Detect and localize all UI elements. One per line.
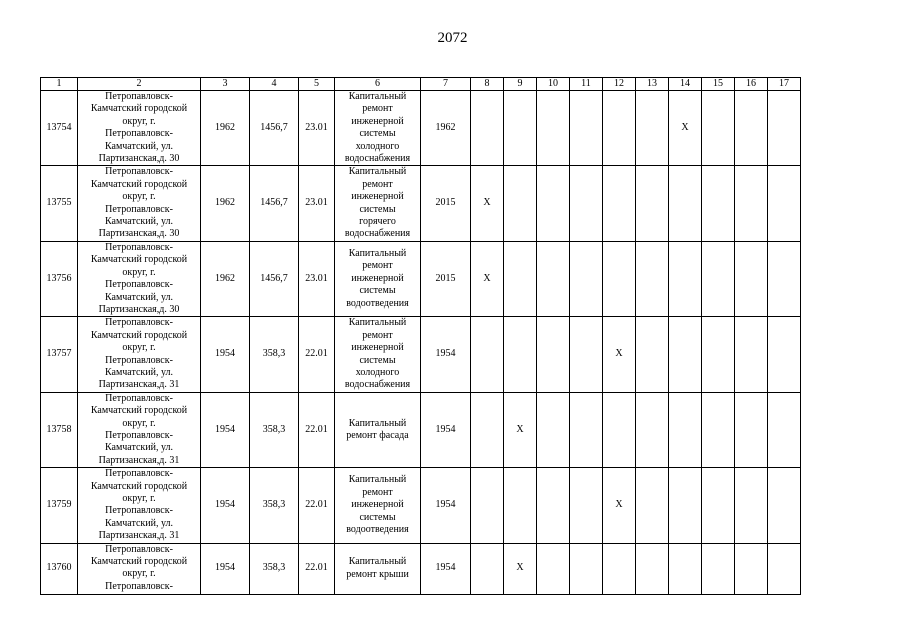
mark-cell: [636, 91, 669, 166]
row-id: 13756: [41, 241, 78, 316]
mark-cell: [669, 317, 702, 392]
mark-cell: [537, 241, 570, 316]
mark-cell: [768, 543, 801, 594]
mark-cell: [504, 91, 537, 166]
column-header: 6: [335, 78, 421, 91]
work-type-cell: Капитальный ремонт инженерной системы горячего водоснабжения: [335, 166, 421, 241]
mark-cell: [504, 468, 537, 543]
table-row: [41, 166, 801, 241]
mark-cell: [471, 468, 504, 543]
mark-cell: [702, 317, 735, 392]
mark-cell: [669, 392, 702, 467]
mark-cell: [537, 543, 570, 594]
code-cell: 22.01: [299, 392, 335, 467]
table-row: [41, 543, 801, 594]
address-cell: Петропавловск- Камчатский городской округ, г. Петропавловск- Камчатский, ул. Партизанская,д. 31: [78, 468, 201, 543]
area-cell: 358,3: [250, 468, 299, 543]
code-cell: 22.01: [299, 468, 335, 543]
work-type-cell: Капитальный ремонт фасада: [335, 392, 421, 467]
mark-cell: [735, 317, 768, 392]
mark-cell: [636, 468, 669, 543]
mark-cell: X: [603, 317, 636, 392]
area-cell: 1456,7: [250, 241, 299, 316]
work-type-cell: Капитальный ремонт инженерной системы холодного водоснабжения: [335, 91, 421, 166]
year-built-cell: 1954: [201, 317, 250, 392]
address-cell: Петропавловск- Камчатский городской округ, г. Петропавловск- Камчатский, ул. Партизанская,д. 31: [78, 392, 201, 467]
mark-cell: [768, 166, 801, 241]
mark-cell: [537, 166, 570, 241]
mark-cell: [504, 241, 537, 316]
mark-cell: X: [471, 166, 504, 241]
code-cell: 22.01: [299, 543, 335, 594]
mark-cell: [471, 543, 504, 594]
area-cell: 358,3: [250, 392, 299, 467]
mark-cell: [768, 468, 801, 543]
mark-cell: [768, 317, 801, 392]
area-cell: 358,3: [250, 543, 299, 594]
mark-cell: [735, 468, 768, 543]
area-cell: 358,3: [250, 317, 299, 392]
area-cell: 1456,7: [250, 91, 299, 166]
mark-cell: [537, 317, 570, 392]
column-header-row: [41, 78, 801, 91]
year-plan-cell: 1954: [421, 317, 471, 392]
mark-cell: [603, 91, 636, 166]
row-id: 13759: [41, 468, 78, 543]
mark-cell: [504, 317, 537, 392]
mark-cell: [603, 543, 636, 594]
mark-cell: [537, 392, 570, 467]
mark-cell: [570, 241, 603, 316]
column-header: 14: [669, 78, 702, 91]
mark-cell: [471, 91, 504, 166]
year-built-cell: 1954: [201, 392, 250, 467]
column-header: 15: [702, 78, 735, 91]
column-header: 1: [41, 78, 78, 91]
mark-cell: [669, 166, 702, 241]
row-id: 13758: [41, 392, 78, 467]
mark-cell: [702, 241, 735, 316]
mark-cell: [669, 468, 702, 543]
mark-cell: [570, 166, 603, 241]
column-header: 2: [78, 78, 201, 91]
work-type-cell: Капитальный ремонт инженерной системы холодного водоснабжения: [335, 317, 421, 392]
area-cell: 1456,7: [250, 166, 299, 241]
mark-cell: [570, 91, 603, 166]
mark-cell: [735, 91, 768, 166]
register-table: [40, 77, 801, 595]
column-header: 5: [299, 78, 335, 91]
mark-cell: [570, 392, 603, 467]
mark-cell: [603, 166, 636, 241]
year-plan-cell: 1954: [421, 543, 471, 594]
mark-cell: [735, 241, 768, 316]
mark-cell: [603, 241, 636, 316]
mark-cell: [735, 166, 768, 241]
year-plan-cell: 2015: [421, 241, 471, 316]
address-cell: Петропавловск- Камчатский городской округ, г. Петропавловск- Камчатский, ул. Партизанская,д. 31: [78, 317, 201, 392]
column-header: 3: [201, 78, 250, 91]
mark-cell: [537, 91, 570, 166]
column-header: 12: [603, 78, 636, 91]
mark-cell: [702, 166, 735, 241]
table-row: [41, 468, 801, 543]
work-type-cell: Капитальный ремонт инженерной системы водоотведения: [335, 241, 421, 316]
column-header: 13: [636, 78, 669, 91]
mark-cell: [669, 241, 702, 316]
column-header: 4: [250, 78, 299, 91]
mark-cell: [570, 468, 603, 543]
table-row: [41, 241, 801, 316]
column-header: 17: [768, 78, 801, 91]
year-plan-cell: 1954: [421, 392, 471, 467]
row-id: 13754: [41, 91, 78, 166]
column-header: 16: [735, 78, 768, 91]
code-cell: 22.01: [299, 317, 335, 392]
year-plan-cell: 1962: [421, 91, 471, 166]
mark-cell: [702, 468, 735, 543]
mark-cell: [504, 166, 537, 241]
mark-cell: [636, 543, 669, 594]
mark-cell: [603, 392, 636, 467]
table-row: [41, 317, 801, 392]
work-type-cell: Капитальный ремонт крыши: [335, 543, 421, 594]
register-body: [41, 78, 801, 595]
mark-cell: [636, 317, 669, 392]
mark-cell: X: [471, 241, 504, 316]
mark-cell: [702, 91, 735, 166]
year-built-cell: 1954: [201, 543, 250, 594]
table-row: [41, 91, 801, 166]
page-number: 2072: [437, 30, 468, 46]
row-id: 13757: [41, 317, 78, 392]
mark-cell: [471, 392, 504, 467]
mark-cell: [735, 543, 768, 594]
table-row: [41, 392, 801, 467]
mark-cell: [669, 543, 702, 594]
address-cell: Петропавловск- Камчатский городской округ, г. Петропавловск-: [78, 543, 201, 594]
mark-cell: [636, 241, 669, 316]
year-built-cell: 1962: [201, 241, 250, 316]
column-header: 11: [570, 78, 603, 91]
year-plan-cell: 1954: [421, 468, 471, 543]
mark-cell: [702, 392, 735, 467]
column-header: 7: [421, 78, 471, 91]
mark-cell: [570, 317, 603, 392]
row-id: 13760: [41, 543, 78, 594]
row-id: 13755: [41, 166, 78, 241]
mark-cell: [768, 91, 801, 166]
mark-cell: [636, 166, 669, 241]
column-header: 9: [504, 78, 537, 91]
year-built-cell: 1954: [201, 468, 250, 543]
mark-cell: [570, 543, 603, 594]
year-built-cell: 1962: [201, 91, 250, 166]
year-plan-cell: 2015: [421, 166, 471, 241]
mark-cell: [735, 392, 768, 467]
mark-cell: [471, 317, 504, 392]
address-cell: Петропавловск- Камчатский городской округ, г. Петропавловск- Камчатский, ул. Партизанская,д. 30: [78, 91, 201, 166]
mark-cell: [537, 468, 570, 543]
column-header: 10: [537, 78, 570, 91]
mark-cell: X: [603, 468, 636, 543]
mark-cell: [702, 543, 735, 594]
year-built-cell: 1962: [201, 166, 250, 241]
address-cell: Петропавловск- Камчатский городской округ, г. Петропавловск- Камчатский, ул. Партизанская,д. 30: [78, 166, 201, 241]
address-cell: Петропавловск- Камчатский городской округ, г. Петропавловск- Камчатский, ул. Партизанская,д. 30: [78, 241, 201, 316]
mark-cell: [768, 392, 801, 467]
mark-cell: X: [504, 392, 537, 467]
code-cell: 23.01: [299, 166, 335, 241]
code-cell: 23.01: [299, 91, 335, 166]
code-cell: 23.01: [299, 241, 335, 316]
work-type-cell: Капитальный ремонт инженерной системы водоотведения: [335, 468, 421, 543]
column-header: 8: [471, 78, 504, 91]
mark-cell: [636, 392, 669, 467]
mark-cell: [768, 241, 801, 316]
mark-cell: X: [669, 91, 702, 166]
mark-cell: X: [504, 543, 537, 594]
